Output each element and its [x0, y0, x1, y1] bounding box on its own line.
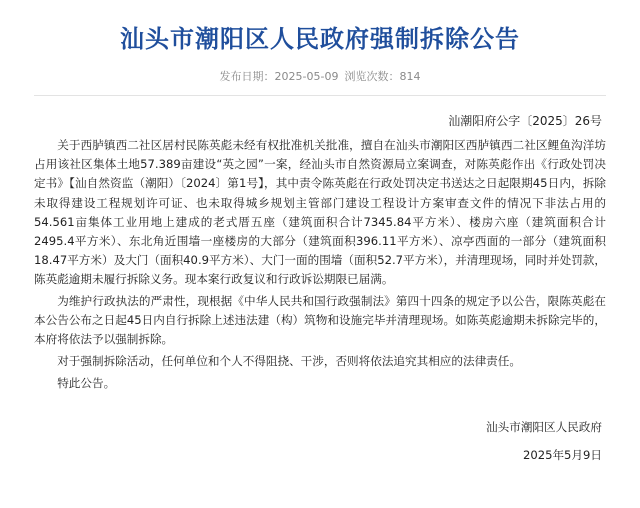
body-paragraph: 关于西胪镇西二社区居村民陈英彪未经有权批准机关批准，擅自在汕头市潮阳区西胪镇西二社区鲤鱼沟洋坊占用该社区集体土地57.389亩建设“英之园”一案，经汕头市自然资源局立案调查，对陈英彪作出《行政处罚决定书》【汕自然资监（潮阳）〔2024〕第1号】，其中责令陈英彪在行政处罚决定书送达之日起限期45日内，拆除未取得建设工程规划许可证、也未取得城乡规划主管部门建设工程设计方案审查文件的情况下非法占用的54.561亩集体工业用地上建成的老式厝五座（建筑面积合计7345.84平方米）、楼房六座（建筑面积合计2495.4平方米）、东北角近围墙一座楼房的大部分（建筑面积396.11平方米）、凉亭西面的一部分（建筑面积18.47平方米）及大门（面积40.9平方米）、大门一面的围墙（面积52.7平方米），并清理现场，同时并处罚款，陈英彪逾期未履行拆除义务。现本案行政复议和行政诉讼期限已届满。 — [34, 138, 606, 287]
issuing-authority: 汕头市潮阳区人民政府 — [486, 419, 602, 434]
article-meta — [34, 70, 606, 84]
header-divider — [34, 95, 606, 96]
page-title: 汕头市潮阳区人民政府强制拆除公告 — [120, 25, 520, 53]
body-paragraph: 对于强制拆除活动，任何单位和个人不得阻挠、干涉，否则将依法追究其相应的法律责任。 — [57, 354, 521, 369]
publish-date-label: 发布日期： — [219, 70, 275, 83]
view-count-label: 浏览次数： — [344, 70, 400, 83]
signature-date: 2025年5月9日 — [522, 447, 602, 462]
document-number: 汕潮阳府公字〔2025〕26号 — [448, 114, 602, 128]
view-count: 814 — [399, 70, 421, 83]
body-paragraph: 为维护行政执法的严肃性，现根据《中华人民共和国行政强制法》第四十四条的规定予以公告，限陈英彪在本公告公布之日起45日内自行拆除上述违法建（构）筑物和设施完毕并清理现场。如陈英彪逾期未拆除完毕的，本府将依法予以强制拆除。 — [34, 293, 606, 347]
body-paragraph: 特此公告。 — [57, 376, 116, 391]
publish-date: 2025-05-09 — [274, 70, 339, 83]
